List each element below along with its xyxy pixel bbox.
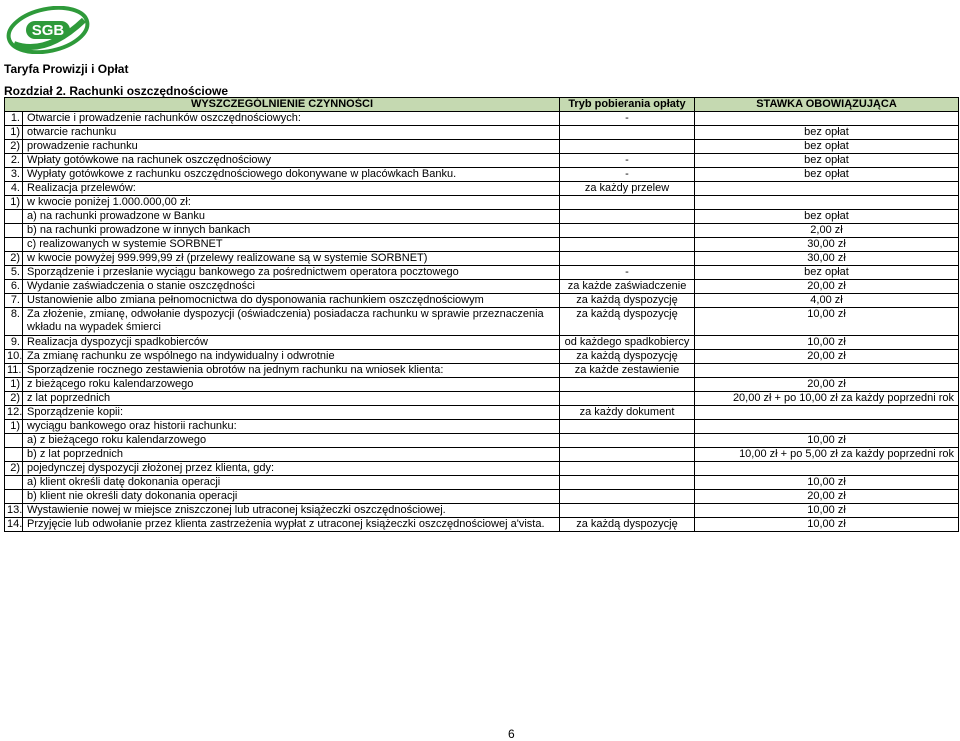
row-fee-mode: za każde zaświadczenie <box>560 280 695 294</box>
row-number: 11. <box>5 364 23 378</box>
row-rate: 10,00 zł <box>695 504 959 518</box>
row-number: 1) <box>5 196 23 210</box>
row-description: Wpłaty gotówkowe na rachunek oszczędnościowy <box>23 154 560 168</box>
row-rate: bez opłat <box>695 210 959 224</box>
row-number: 1) <box>5 126 23 140</box>
row-number <box>5 490 23 504</box>
row-number: 2) <box>5 140 23 154</box>
table-row <box>5 336 959 350</box>
chapter-title: Rozdział 2. Rachunki oszczędnościowe <box>4 84 229 98</box>
row-rate: 10,00 zł <box>695 518 959 532</box>
table-row <box>5 196 959 210</box>
table-row <box>5 476 959 490</box>
header-rate: STAWKA OBOWIĄZUJĄCA <box>695 98 959 112</box>
row-number: 2) <box>5 252 23 266</box>
row-rate <box>695 364 959 378</box>
row-description: prowadzenie rachunku <box>23 140 560 154</box>
row-fee-mode <box>560 126 695 140</box>
row-description: a) na rachunki prowadzone w Banku <box>23 210 560 224</box>
row-rate: 10,00 zł <box>695 476 959 490</box>
table-row <box>5 392 959 406</box>
row-fee-mode: - <box>560 112 695 126</box>
table-header-row <box>5 98 959 112</box>
row-rate: 20,00 zł + po 10,00 zł za każdy poprzedni rok <box>695 392 959 406</box>
row-number: 12. <box>5 406 23 420</box>
row-description: Sporządzenie i przesłanie wyciągu bankowego za pośrednictwem operatora pocztowego <box>23 266 560 280</box>
row-fee-mode: od każdego spadkobiercy <box>560 336 695 350</box>
row-rate <box>695 196 959 210</box>
row-description: z lat poprzednich <box>23 392 560 406</box>
row-description: z bieżącego roku kalendarzowego <box>23 378 560 392</box>
row-number: 4. <box>5 182 23 196</box>
table-row <box>5 490 959 504</box>
table-row <box>5 378 959 392</box>
row-fee-mode <box>560 224 695 238</box>
row-number: 2) <box>5 392 23 406</box>
row-description: Za zmianę rachunku ze wspólnego na indywidualny i odwrotnie <box>23 350 560 364</box>
row-fee-mode <box>560 448 695 462</box>
table-row <box>5 140 959 154</box>
table-row <box>5 448 959 462</box>
table-row <box>5 406 959 420</box>
row-fee-mode: - <box>560 154 695 168</box>
row-rate <box>695 406 959 420</box>
row-fee-mode <box>560 196 695 210</box>
table-row <box>5 154 959 168</box>
row-fee-mode <box>560 392 695 406</box>
logo-text: SGB <box>31 22 65 39</box>
row-number: 13. <box>5 504 23 518</box>
row-rate: bez opłat <box>695 154 959 168</box>
tariff-table <box>4 97 959 532</box>
table-row <box>5 238 959 252</box>
row-description: c) realizowanych w systemie SORBNET <box>23 238 560 252</box>
row-fee-mode <box>560 252 695 266</box>
row-description: w kwocie poniżej 1.000.000,00 zł: <box>23 196 560 210</box>
row-fee-mode: za każdą dyspozycję <box>560 308 695 336</box>
row-rate: 2,00 zł <box>695 224 959 238</box>
table-row <box>5 280 959 294</box>
row-number: 5. <box>5 266 23 280</box>
header-description: WYSZCZEGÓLNIENIE CZYNNOŚCI <box>5 98 560 112</box>
table-row <box>5 224 959 238</box>
row-description: Przyjęcie lub odwołanie przez klienta zastrzeżenia wypłat z utraconej książeczki oszczędnościowej a'vista. <box>23 518 560 532</box>
row-fee-mode <box>560 462 695 476</box>
table-row <box>5 350 959 364</box>
row-number: 14. <box>5 518 23 532</box>
row-fee-mode <box>560 434 695 448</box>
row-number: 2) <box>5 462 23 476</box>
row-number <box>5 434 23 448</box>
row-number <box>5 238 23 252</box>
sgb-logo <box>6 6 90 54</box>
page-number: 6 <box>508 727 515 741</box>
row-description: b) na rachunki prowadzone w innych bankach <box>23 224 560 238</box>
row-rate: bez opłat <box>695 168 959 182</box>
row-description: a) klient określi datę dokonania operacji <box>23 476 560 490</box>
row-description: Ustanowienie albo zmiana pełnomocnictwa do dysponowania rachunkiem oszczędnościowym <box>23 294 560 308</box>
row-fee-mode: za każdą dyspozycję <box>560 350 695 364</box>
row-description: otwarcie rachunku <box>23 126 560 140</box>
row-fee-mode <box>560 504 695 518</box>
row-number: 9. <box>5 336 23 350</box>
table-row <box>5 266 959 280</box>
table-row <box>5 210 959 224</box>
row-rate: bez opłat <box>695 140 959 154</box>
row-description: Wypłaty gotówkowe z rachunku oszczędnościowego dokonywane w placówkach Banku. <box>23 168 560 182</box>
row-fee-mode: za każdy przelew <box>560 182 695 196</box>
row-description: Wystawienie nowej w miejsce zniszczonej lub utraconej książeczki oszczędnościowej. <box>23 504 560 518</box>
row-number <box>5 448 23 462</box>
header-mode: Tryb pobierania opłaty <box>560 98 695 112</box>
row-rate: 10,00 zł <box>695 434 959 448</box>
row-fee-mode: za każdą dyspozycję <box>560 294 695 308</box>
row-fee-mode <box>560 476 695 490</box>
row-fee-mode: - <box>560 266 695 280</box>
table-row <box>5 504 959 518</box>
row-rate: 20,00 zł <box>695 350 959 364</box>
row-number: 8. <box>5 308 23 336</box>
table-row <box>5 462 959 476</box>
row-description: w kwocie powyżej 999.999,99 zł (przelewy realizowane są w systemie SORBNET) <box>23 252 560 266</box>
row-number: 7. <box>5 294 23 308</box>
table-row <box>5 518 959 532</box>
row-rate <box>695 420 959 434</box>
row-number: 1) <box>5 420 23 434</box>
table-row <box>5 168 959 182</box>
row-description: a) z bieżącego roku kalendarzowego <box>23 434 560 448</box>
row-number: 1. <box>5 112 23 126</box>
row-rate: 10,00 zł + po 5,00 zł za każdy poprzedni rok <box>695 448 959 462</box>
row-number: 1) <box>5 378 23 392</box>
row-number: 10. <box>5 350 23 364</box>
row-fee-mode <box>560 238 695 252</box>
row-number <box>5 210 23 224</box>
row-description: Realizacja przelewów: <box>23 182 560 196</box>
table-row <box>5 252 959 266</box>
document-title: Taryfa Prowizji i Opłat <box>4 62 129 76</box>
row-description: Realizacja dyspozycji spadkobierców <box>23 336 560 350</box>
table-row <box>5 308 959 336</box>
row-fee-mode <box>560 490 695 504</box>
row-description: pojedynczej dyspozycji złożonej przez klienta, gdy: <box>23 462 560 476</box>
row-description: Sporządzenie rocznego zestawienia obrotów na jednym rachunku na wniosek klienta: <box>23 364 560 378</box>
row-fee-mode <box>560 210 695 224</box>
row-rate: bez opłat <box>695 126 959 140</box>
row-description: b) z lat poprzednich <box>23 448 560 462</box>
row-description: Wydanie zaświadczenia o stanie oszczędności <box>23 280 560 294</box>
row-number: 3. <box>5 168 23 182</box>
row-rate: 20,00 zł <box>695 280 959 294</box>
row-fee-mode <box>560 420 695 434</box>
row-rate: 10,00 zł <box>695 336 959 350</box>
row-rate: 4,00 zł <box>695 294 959 308</box>
row-rate: 20,00 zł <box>695 490 959 504</box>
row-fee-mode: za każdą dyspozycję <box>560 518 695 532</box>
row-rate: 30,00 zł <box>695 238 959 252</box>
row-number: 6. <box>5 280 23 294</box>
row-rate <box>695 182 959 196</box>
row-description: Otwarcie i prowadzenie rachunków oszczędnościowych: <box>23 112 560 126</box>
table-row <box>5 112 959 126</box>
row-rate: 10,00 zł <box>695 308 959 336</box>
row-number: 2. <box>5 154 23 168</box>
row-description: b) klient nie określi daty dokonania operacji <box>23 490 560 504</box>
row-rate <box>695 112 959 126</box>
table-row <box>5 420 959 434</box>
row-number <box>5 476 23 490</box>
row-description: Sporządzenie kopii: <box>23 406 560 420</box>
row-rate: bez opłat <box>695 266 959 280</box>
row-description: Za złożenie, zmianę, odwołanie dyspozycji (oświadczenia) posiadacza rachunku w sprawie przeznaczenia wkładu na wypadek śmierci <box>23 308 560 336</box>
row-number <box>5 224 23 238</box>
row-fee-mode: za każdy dokument <box>560 406 695 420</box>
table-row <box>5 434 959 448</box>
row-fee-mode: za każde zestawienie <box>560 364 695 378</box>
table-row <box>5 182 959 196</box>
row-fee-mode: - <box>560 168 695 182</box>
table-row <box>5 364 959 378</box>
row-fee-mode <box>560 378 695 392</box>
table-row <box>5 294 959 308</box>
row-rate: 30,00 zł <box>695 252 959 266</box>
row-rate: 20,00 zł <box>695 378 959 392</box>
row-fee-mode <box>560 140 695 154</box>
table-row <box>5 126 959 140</box>
row-description: wyciągu bankowego oraz historii rachunku: <box>23 420 560 434</box>
row-rate <box>695 462 959 476</box>
